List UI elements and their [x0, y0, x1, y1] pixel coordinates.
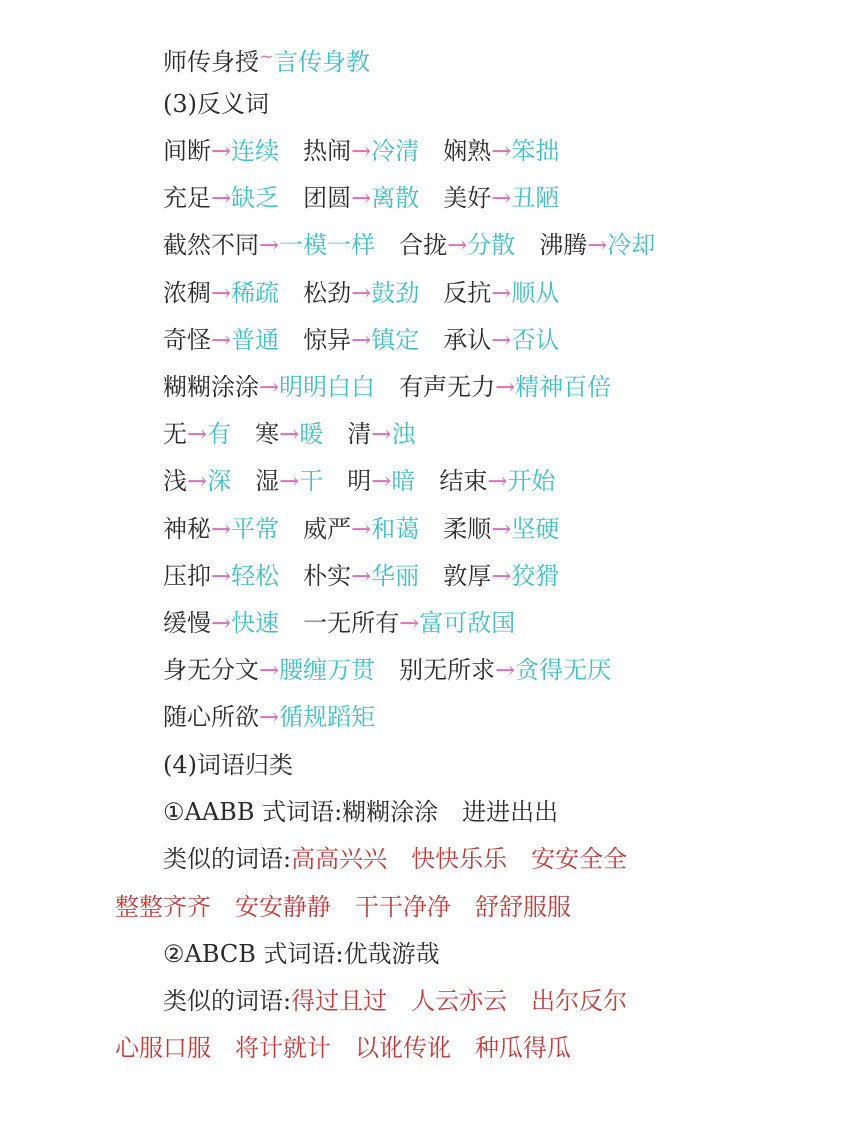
antonym-answer: 稀疏	[231, 279, 280, 307]
antonym-answer: 循规蹈矩	[279, 703, 376, 731]
antonym-pair	[163, 464, 231, 498]
antonym-word: 朴实	[303, 562, 352, 590]
arrow-icon: →	[211, 562, 232, 590]
antonym-word: 合拢	[399, 231, 448, 259]
arrow-icon: →	[491, 279, 512, 307]
antonym-answer: 丑陋	[511, 184, 560, 212]
antonym-answer: 明明白白	[279, 373, 376, 401]
arrow-icon: →	[491, 137, 512, 165]
antonym-row	[163, 606, 515, 640]
antonym-pair	[399, 653, 611, 687]
example-word: 出尔反尔	[531, 987, 628, 1015]
arrow-icon: →	[187, 467, 208, 495]
antonym-word: 威严	[303, 515, 352, 543]
antonym-answer: 平常	[231, 515, 280, 543]
antonym-pair	[347, 464, 415, 498]
arrow-icon: →	[279, 420, 300, 448]
antonym-answer: 连续	[231, 137, 280, 165]
antonym-row	[163, 559, 559, 593]
antonym-word: 浓稠	[163, 279, 211, 307]
antonym-row	[163, 134, 559, 168]
group1-similar-line2	[115, 890, 571, 924]
antonym-word: 有声无力	[399, 373, 496, 401]
antonym-pair	[163, 228, 375, 262]
arrow-icon: →	[187, 420, 208, 448]
group2-similar-line1	[163, 984, 627, 1018]
antonym-word: 别无所求	[399, 656, 496, 684]
example-word: 高高兴兴	[291, 845, 388, 873]
example-word: 将计就计	[235, 1034, 331, 1062]
antonym-word: 糊糊涂涂	[163, 373, 259, 401]
heading-word-classification: (4)词语归类	[163, 751, 293, 779]
antonym-pair	[163, 323, 279, 357]
antonym-word: 奇怪	[163, 326, 211, 354]
antonym-answer: 分散	[467, 231, 516, 259]
antonym-word: 沸腾	[539, 231, 588, 259]
arrow-icon: →	[259, 703, 280, 731]
group2-title: ②ABCB 式词语:优哉游哉	[163, 940, 440, 968]
antonym-row	[163, 276, 559, 310]
arrow-icon: →	[351, 326, 372, 354]
antonym-answer: 腰缠万贯	[279, 656, 376, 684]
arrow-icon: →	[211, 326, 232, 354]
antonym-pair	[163, 276, 279, 310]
antonym-word: 一无所有	[303, 609, 400, 637]
antonym-pair	[303, 559, 419, 593]
antonym-answer: 普通	[231, 326, 280, 354]
arrow-icon: →	[259, 656, 280, 684]
group1-title: ①AABB 式词语:糊糊涂涂 进进出出	[163, 798, 559, 826]
antonym-answer: 缺乏	[231, 184, 280, 212]
antonym-answer: 一模一样	[279, 231, 376, 259]
arrow-icon: →	[211, 137, 232, 165]
arrow-icon: →	[259, 231, 280, 259]
antonym-row	[163, 464, 555, 498]
antonym-pair	[163, 370, 375, 404]
antonym-pair	[163, 417, 231, 451]
antonym-word: 敦厚	[443, 562, 492, 590]
antonym-pair	[303, 512, 419, 546]
group2-similar-line2	[115, 1031, 571, 1065]
antonym-pair	[443, 134, 559, 168]
arrow-icon: →	[351, 184, 372, 212]
antonym-answer: 有	[207, 420, 232, 448]
example-word: 安安静静	[235, 893, 331, 921]
antonym-word: 惊异	[303, 326, 352, 354]
arrow-icon: →	[399, 609, 420, 637]
antonym-answer: 和蔼	[371, 515, 420, 543]
antonym-row	[163, 653, 611, 687]
antonym-pair	[303, 181, 419, 215]
antonym-answer: 精神百倍	[515, 373, 612, 401]
arrow-icon: →	[371, 420, 392, 448]
idiom-right: 言传身教	[274, 48, 371, 76]
antonym-answer: 离散	[371, 184, 420, 212]
group2-similar-label: 类似的词语:	[163, 987, 292, 1015]
antonym-word: 神秘	[163, 515, 211, 543]
antonym-pair	[303, 134, 419, 168]
antonym-answer: 冷却	[607, 231, 656, 259]
antonym-answer: 干	[299, 467, 324, 495]
antonym-answer: 富可敌国	[419, 609, 516, 637]
arrow-icon: →	[351, 562, 372, 590]
antonym-word: 反抗	[443, 279, 492, 307]
antonym-answer: 快速	[231, 609, 280, 637]
antonym-answer: 浊	[391, 420, 416, 448]
antonym-answer: 镇定	[371, 326, 420, 354]
example-word: 人云亦云	[411, 987, 508, 1015]
antonym-pair	[399, 370, 611, 404]
antonym-word: 柔顺	[443, 515, 492, 543]
antonym-pair	[443, 512, 559, 546]
antonym-answer: 开始	[507, 467, 556, 495]
antonym-pair	[163, 181, 279, 215]
antonym-row	[163, 228, 655, 262]
antonym-answer: 狡猾	[511, 562, 560, 590]
antonym-word: 身无分文	[163, 656, 259, 684]
arrow-icon: →	[491, 184, 512, 212]
antonym-answer: 贪得无厌	[515, 656, 612, 684]
antonym-row	[163, 181, 559, 215]
arrow-icon: →	[371, 467, 392, 495]
arrow-icon: →	[491, 562, 512, 590]
antonym-row	[163, 323, 559, 357]
antonym-word: 明	[347, 467, 372, 495]
antonym-word: 充足	[163, 184, 211, 212]
antonym-word: 随心所欲	[163, 703, 259, 731]
arrow-icon: →	[211, 279, 232, 307]
arrow-icon: →	[211, 184, 232, 212]
antonym-answer: 轻松	[231, 562, 280, 590]
antonym-pair	[163, 700, 375, 734]
antonym-pair	[443, 276, 559, 310]
antonym-word: 结束	[439, 467, 488, 495]
arrow-icon: →	[279, 467, 300, 495]
antonym-pair	[443, 559, 559, 593]
antonym-row	[163, 370, 611, 404]
antonym-answer: 顺从	[511, 279, 560, 307]
arrow-icon: →	[447, 231, 468, 259]
antonym-row	[163, 512, 559, 546]
antonym-word: 承认	[443, 326, 492, 354]
idiom-left: 师传身授	[163, 48, 259, 76]
arrow-icon: →	[259, 373, 280, 401]
antonym-row	[163, 700, 375, 734]
example-word: 快快乐乐	[411, 845, 508, 873]
antonym-pair	[303, 276, 419, 310]
antonym-pair	[443, 323, 559, 357]
antonym-pair	[399, 228, 515, 262]
arrow-icon: →	[587, 231, 608, 259]
antonym-pair	[255, 417, 323, 451]
antonym-pair	[163, 606, 279, 640]
arrow-icon: →	[351, 515, 372, 543]
antonym-answer: 暗	[391, 467, 416, 495]
antonym-word: 截然不同	[163, 231, 259, 259]
arrow-icon: →	[351, 279, 372, 307]
line-idiom-pair	[163, 40, 370, 74]
antonym-pair	[163, 134, 279, 168]
antonym-pair	[303, 606, 515, 640]
antonym-word: 压抑	[163, 562, 211, 590]
arrow-icon: →	[211, 515, 232, 543]
example-word: 干干净净	[355, 893, 451, 921]
antonym-answer: 暖	[299, 420, 324, 448]
antonym-answer: 华丽	[371, 562, 420, 590]
antonym-answer: 冷清	[371, 137, 420, 165]
antonym-answer: 笨拙	[511, 137, 560, 165]
arrow-icon: →	[487, 467, 508, 495]
arrow-icon: →	[495, 656, 516, 684]
antonym-word: 热闹	[303, 137, 352, 165]
antonym-pair	[303, 323, 419, 357]
example-word: 得过且过	[291, 987, 388, 1015]
antonym-word: 松劲	[303, 279, 352, 307]
arrow-icon: →	[351, 137, 372, 165]
antonym-answer: 否认	[511, 326, 560, 354]
arrow-icon: →	[491, 326, 512, 354]
heading-antonyms: (3)反义词	[163, 90, 269, 118]
antonym-word: 清	[347, 420, 372, 448]
arrow-icon: →	[491, 515, 512, 543]
antonym-pair	[539, 228, 655, 262]
antonym-word: 娴熟	[443, 137, 492, 165]
antonym-answer: 深	[207, 467, 232, 495]
antonym-answer: 坚硬	[511, 515, 560, 543]
antonym-row	[163, 417, 415, 451]
antonym-pair	[163, 559, 279, 593]
example-word: 整整齐齐	[115, 893, 211, 921]
antonym-pair	[347, 417, 415, 451]
antonym-pair	[255, 464, 323, 498]
arrow-icon: →	[211, 609, 232, 637]
group1-similar-line1	[163, 842, 627, 876]
example-word: 舒舒服服	[475, 893, 571, 921]
antonym-pair	[163, 653, 375, 687]
antonym-word: 寒	[255, 420, 280, 448]
antonym-pair	[443, 181, 559, 215]
antonym-pair	[439, 464, 555, 498]
antonym-word: 缓慢	[163, 609, 211, 637]
example-word: 以讹传讹	[355, 1034, 451, 1062]
example-word: 安安全全	[531, 845, 628, 873]
tilde-mark: ~	[259, 46, 275, 67]
antonym-word: 团圆	[303, 184, 352, 212]
antonym-pair	[163, 512, 279, 546]
group1-similar-label: 类似的词语:	[163, 845, 292, 873]
antonym-word: 间断	[163, 137, 211, 165]
antonym-word: 美好	[443, 184, 492, 212]
antonym-word: 湿	[255, 467, 280, 495]
antonym-answer: 鼓劲	[371, 279, 420, 307]
arrow-icon: →	[495, 373, 516, 401]
antonym-word: 浅	[163, 467, 187, 495]
example-word: 心服口服	[115, 1034, 211, 1062]
example-word: 种瓜得瓜	[475, 1034, 571, 1062]
antonym-word: 无	[163, 420, 187, 448]
